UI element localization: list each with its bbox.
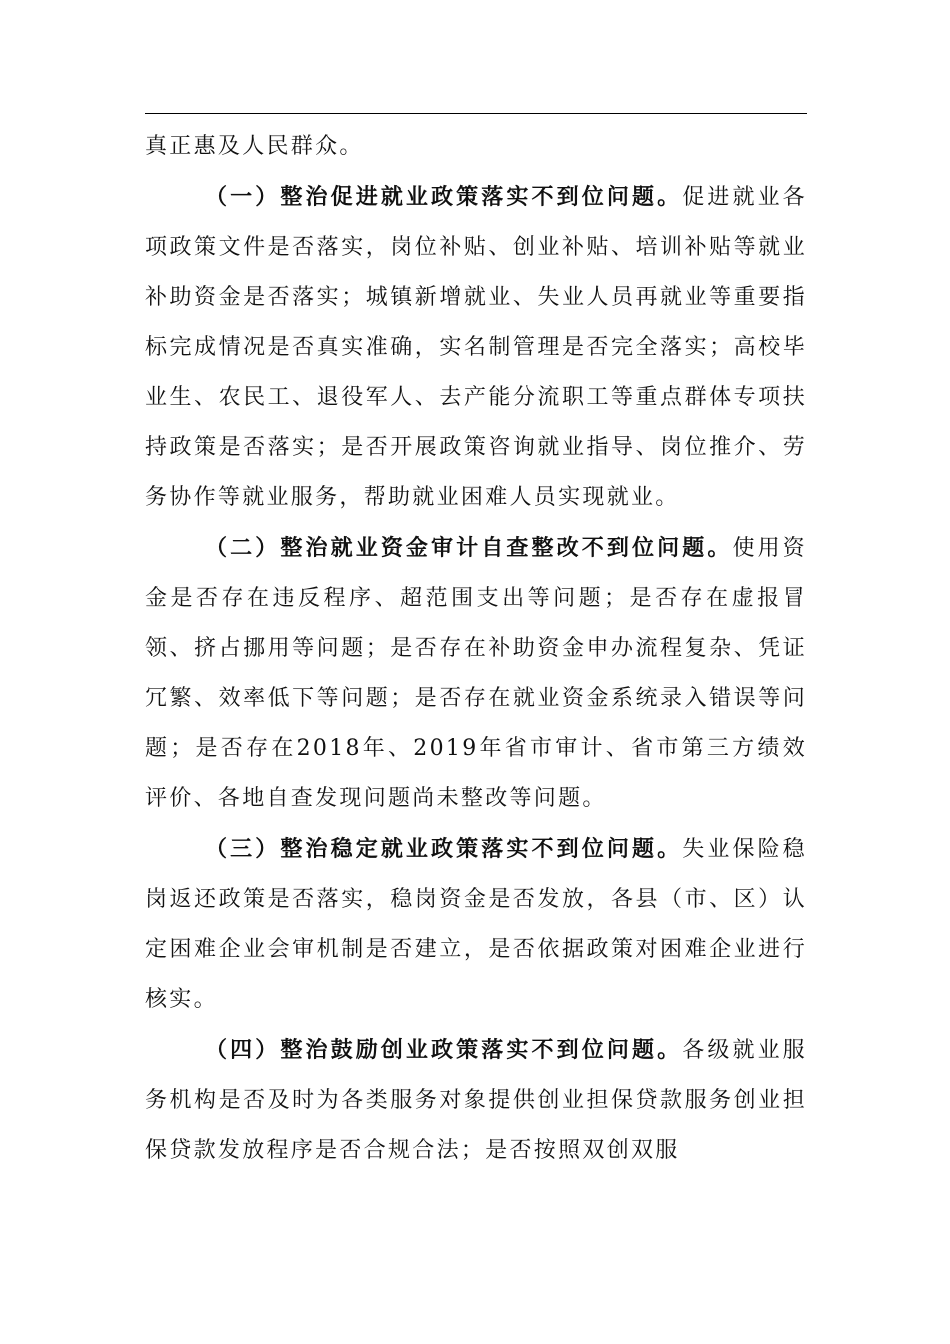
header-rule [145,113,807,114]
section-heading: （二）整治就业资金审计自查整改不到位问题。 [205,535,733,561]
paragraph-section-1 [145,172,807,523]
paragraph-body: 失业保险稳岗返还政策是否落实，稳岗资金是否发放，各县（市、区）认定困难企业会审机制是否建立，是否依据政策对困难企业进行核实。 [145,837,807,1012]
paragraph-body: 真正惠及人民群众。 [145,134,364,159]
section-heading: （四）整治鼓励创业政策落实不到位问题。 [205,1037,683,1063]
paragraph-section-3 [145,824,807,1025]
section-heading: （三）整治稳定就业政策落实不到位问题。 [205,836,683,862]
document-body [145,122,807,1176]
paragraph-section-2 [145,523,807,824]
paragraph-body: 促进就业各项政策文件是否落实，岗位补贴、创业补贴、培训补贴等就业补助资金是否落实；城镇新增就业、失业人员再就业等重要指标完成情况是否真实准确，实名制管理是否完全落实；高校毕业生、农民工、退役军人、去产能分流职工等重点群体专项扶持政策是否落实；是否开展政策咨询就业指导、岗位推介、劳务协作等就业服务，帮助就业困难人员实现就业。 [145,185,807,510]
paragraph-continuation [145,122,807,172]
paragraph-body: 使用资金是否存在违反程序、超范围支出等问题；是否存在虚报冒领、挤占挪用等问题；是否存在补助资金申办流程复杂、凭证冗繁、效率低下等问题；是否存在就业资金系统录入错误等问题；是否存在2018年、2019年省市审计、省市第三方绩效评价、各地自查发现问题尚未整改等问题。 [145,536,807,811]
paragraph-body: 各级就业服务机构是否及时为各类服务对象提供创业担保贷款服务创业担保贷款发放程序是否合规合法；是否按照双创双服 [145,1038,807,1163]
section-heading: （一）整治促进就业政策落实不到位问题。 [205,184,683,210]
paragraph-section-4 [145,1025,807,1176]
